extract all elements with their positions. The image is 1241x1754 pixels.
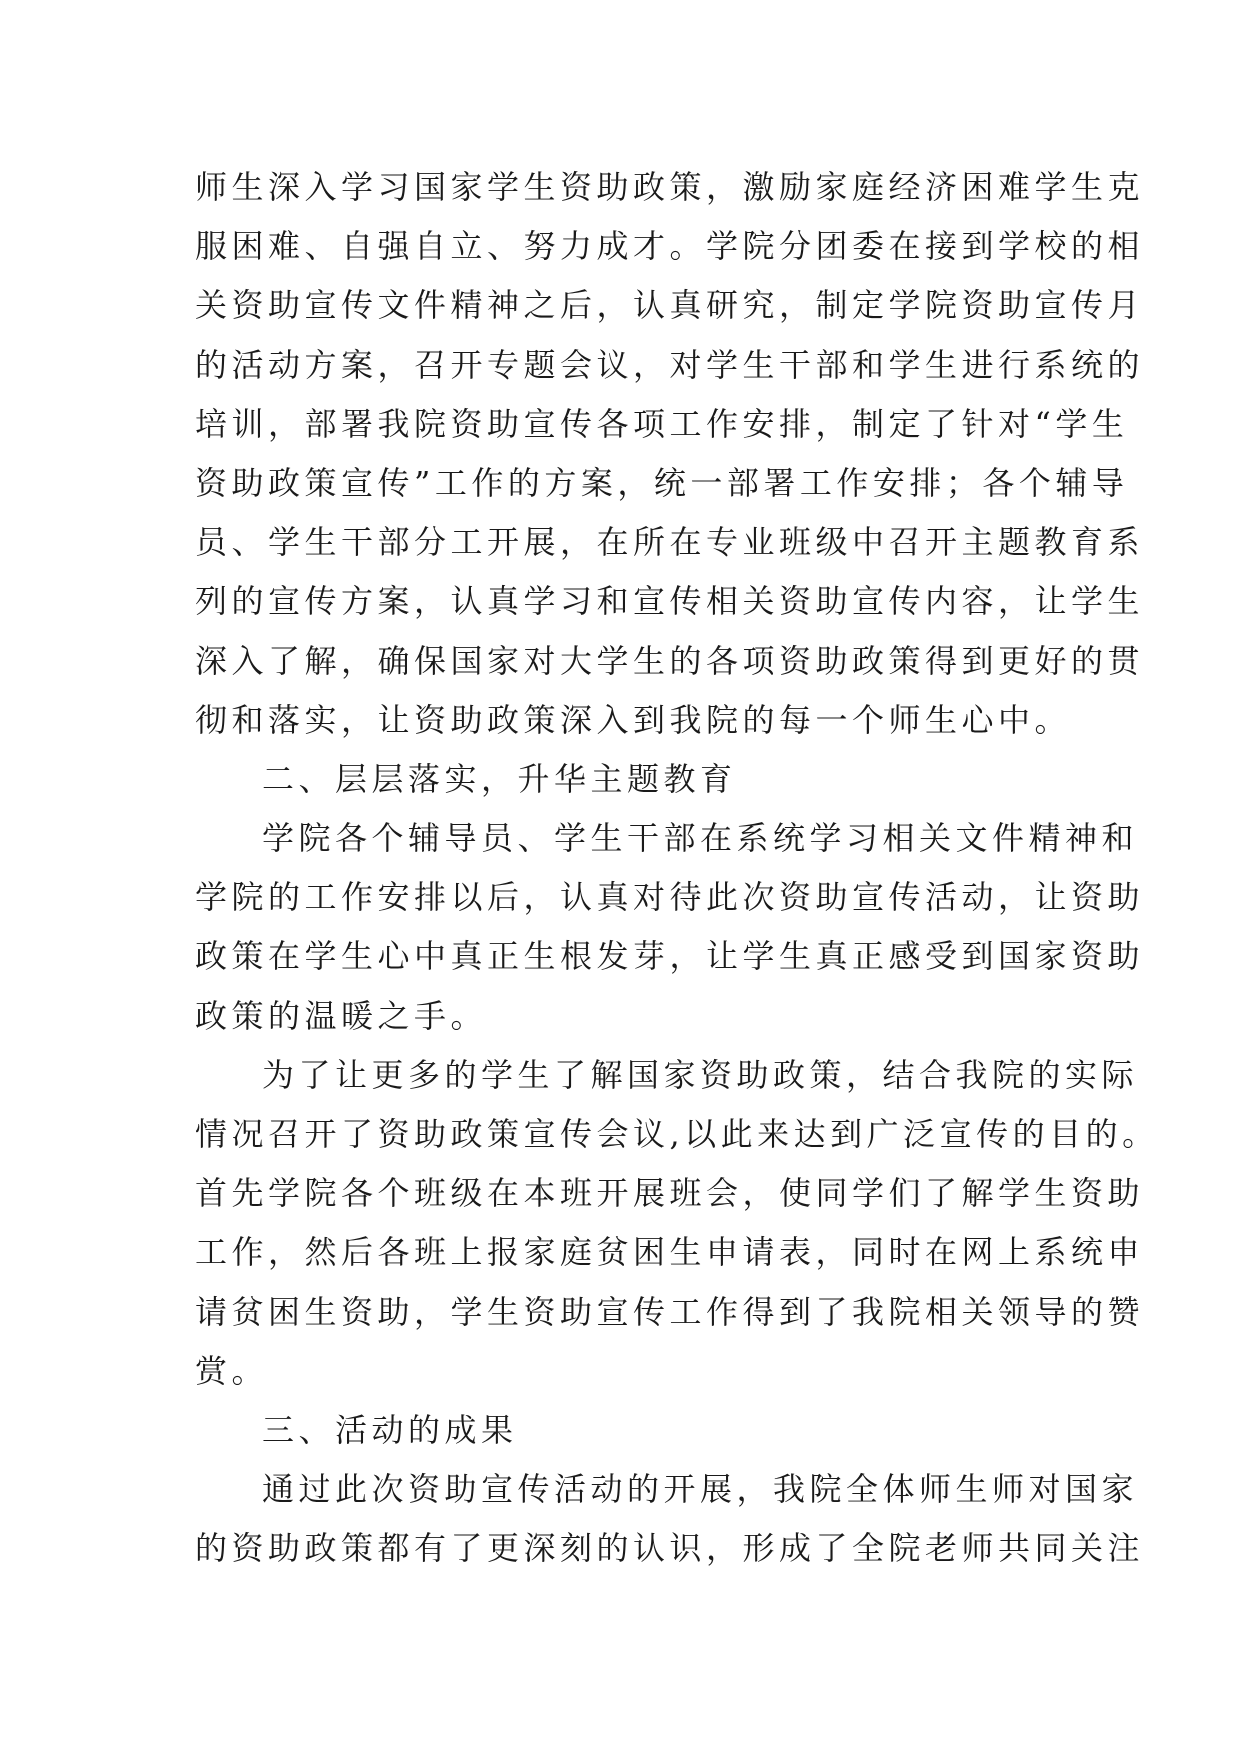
text-line: 列的宣传方案，认真学习和宣传相关资助宣传内容，让学生 [195, 582, 1145, 621]
paragraph-4 [195, 1460, 1145, 1578]
text-line: 资助政策宣传”工作的方案，统一部署工作安排；各个辅导 [195, 463, 1129, 502]
text-line: 的活动方案，召开专题会议，对学生干部和学生进行系统的 [195, 345, 1145, 384]
text-line: 赏。 [195, 1351, 269, 1390]
text-line: 服困难、自强自立、努力成才。学院分团委在接到学校的相 [195, 227, 1145, 266]
text-line: 学院各个辅导员、学生干部在系统学习相关文件精神和 [262, 819, 1139, 858]
text-line: 关资助宣传文件精神之后，认真研究，制定学院资助宣传月 [195, 286, 1145, 325]
text-line: 彻和落实，让资助政策深入到我院的每一个师生心中。 [195, 700, 1072, 739]
paragraph-1 [195, 158, 1145, 750]
text-line: 政策的温暖之手。 [195, 996, 488, 1035]
text-line: 员、学生干部分工开展，在所在专业班级中召开主题教育系 [195, 523, 1145, 562]
text-line: 培训，部署我院资助宣传各项工作安排，制定了针对“学生 [195, 404, 1129, 443]
text-line: 为了让更多的学生了解国家资助政策，结合我院的实际 [262, 1055, 1139, 1094]
text-line: 深入了解，确保国家对大学生的各项资助政策得到更好的贯 [195, 641, 1145, 680]
text-line: 请贫困生资助，学生资助宣传工作得到了我院相关领导的赞 [195, 1292, 1145, 1331]
text-line: 工作，然后各班上报家庭贫困生申请表，同时在网上系统申 [195, 1233, 1145, 1272]
text-line: 学院的工作安排以后，认真对待此次资助宣传活动，让资助 [195, 878, 1145, 917]
text-line: 的资助政策都有了更深刻的认识，形成了全院老师共同关注 [195, 1529, 1145, 1568]
document-body [195, 158, 1159, 1579]
text-line: 通过此次资助宣传活动的开展，我院全体师生师对国家 [262, 1470, 1139, 1509]
section-heading-2: 二、层层落实，升华主题教育 [262, 759, 737, 798]
text-line: 政策在学生心中真正生根发芽，让学生真正感受到国家资助 [195, 937, 1145, 976]
section-heading-3: 三、活动的成果 [262, 1410, 518, 1449]
text-line: 首先学院各个班级在本班开展班会，使同学们了解学生资助 [195, 1174, 1145, 1213]
paragraph-3 [195, 1046, 1159, 1401]
paragraph-2 [195, 809, 1145, 1046]
text-line: 师生深入学习国家学生资助政策，激励家庭经济困难学生克 [195, 168, 1145, 206]
text-line: 情况召开了资助政策宣传会议,以此来达到广泛宣传的目的。 [195, 1115, 1159, 1153]
